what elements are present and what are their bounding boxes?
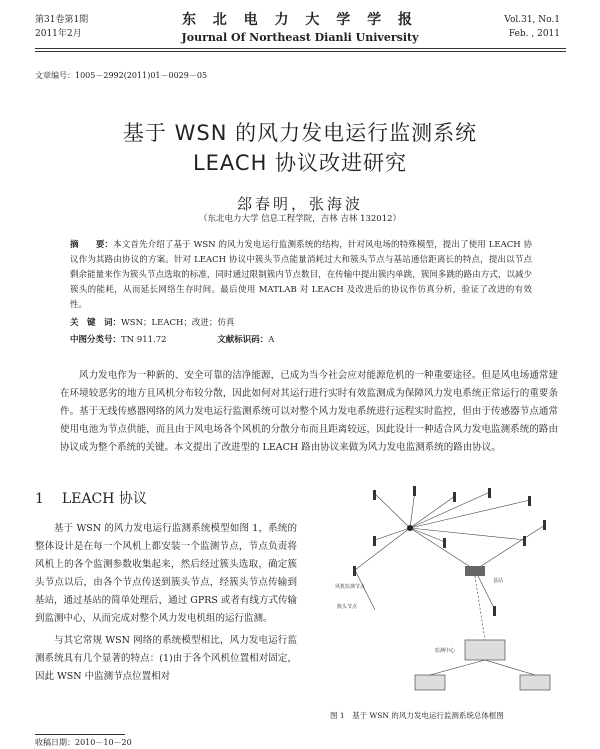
date-en: Feb. , 2011	[508, 29, 560, 39]
turbine-icon	[488, 488, 491, 498]
keywords	[70, 316, 234, 328]
header-rule	[35, 48, 566, 49]
system-diagram	[315, 480, 580, 720]
keywords-text: WSN；LEACH；改进；仿真	[121, 318, 235, 328]
turbine-icon	[523, 536, 526, 546]
turbine-icon	[353, 566, 356, 576]
cluster-head-label: 簇头节点	[337, 604, 358, 610]
turbine-label: 风机监测节点	[335, 584, 366, 590]
section-title: LEACH 协议	[61, 491, 147, 507]
doc-code: A	[268, 335, 275, 345]
figure-caption: 图 1 基于 WSN 的风力发电运行监测系统总体框图	[330, 711, 504, 720]
turbine-icon	[543, 520, 546, 530]
clc-code: TN 911.72	[121, 335, 167, 345]
turbine-icon	[528, 496, 531, 506]
keywords-label: 关 键 词：	[70, 318, 122, 328]
cluster-head-icon	[407, 525, 413, 531]
turbine-icon	[443, 538, 446, 548]
date-cn: 2011年2月	[35, 29, 82, 39]
footnote-rule	[35, 734, 125, 735]
base-station-icon	[465, 566, 485, 576]
classification	[70, 333, 282, 345]
section-heading	[35, 488, 147, 508]
header-right	[504, 13, 560, 41]
article-number: 文章编号：1005－2992(2011)01－0029－05	[35, 71, 208, 80]
abstract-label: 摘 要：	[70, 240, 114, 250]
turbine-icons	[353, 486, 546, 616]
turbine-icon	[493, 606, 496, 616]
body-paragraph-2: 与其它常规 WSN 网络的系统模型相比，风力发电运行监测系统具有几个显著的特点：(1)由于各个风机位置相对固定，因此 WSN 中监测节点位置相对	[35, 635, 297, 682]
header-rule-thin	[35, 51, 566, 52]
body-paragraph-1: 基于 WSN 的风力发电运行监测系统模型如图 1，系统的整体设计是在每一个风机上都安装一个监测节点，节点负责将风机上的各个监测参数收集起来，然后经过簇头选取，确定簇头节点以后，由各个节点传送到簇头节点，经簇头节点传输到基站，通过基站的简单处理后，通过 GPRS 或者有线方式传输到监测中心，从而完成对整个风力发电机组的运行监测。	[35, 523, 297, 624]
body-column	[35, 520, 297, 686]
header-left	[35, 13, 88, 41]
clc-label: 中图分类号：	[70, 335, 122, 345]
abstract-text: 本文首先介绍了基于 WSN 的风力发电运行监测系统的结构，针对风电场的特殊模型，提出了使用 LEACH 协议作为其路由协议的方案。针对 LEACH 协议中簇头节点能量消耗过大和簇头节点与基站通信距离长的特点，提出以节点剩余能量来作为簇头节点选取的标准，同时通过限制簇内节点数目，在传输中提出簇内单跳，簇间多跳的路由方式，以减少簇头的能耗，从而延长网络生存时间。最后使用 MATLAB 对 LEACH 及改进后的协议作仿真分析，验证了改进的有效性。	[70, 240, 532, 310]
base-station-label: 基站	[493, 578, 504, 584]
turbine-icon	[373, 490, 376, 500]
turbine-icon	[373, 536, 376, 546]
authors: 郐春明，张海波	[236, 195, 363, 213]
received-date: 收稿日期：2010－10－20	[35, 738, 132, 747]
journal-name-en: Journal Of Northeast Dianli University	[181, 31, 419, 44]
abstract	[70, 238, 532, 313]
turbine-icon	[413, 486, 416, 496]
title-line-2: LEACH 协议改进研究	[192, 151, 408, 175]
monitoring-center-label: 监测中心	[435, 648, 456, 654]
section-number: 1	[35, 491, 44, 507]
network-links	[355, 490, 545, 610]
monitor-icon	[465, 640, 505, 660]
turbine-icon	[453, 492, 456, 502]
journal-name-cn: 东 北 电 力 大 学 学 报	[181, 12, 419, 28]
header-center	[150, 9, 450, 44]
volume-issue-cn: 第31卷第1期	[35, 15, 89, 25]
affiliation: （东北电力大学 信息工程学院，吉林 吉林 132012）	[198, 214, 402, 224]
volume-issue-en: Vol.31, No.1	[504, 15, 560, 25]
intro-paragraph: 风力发电作为一种新的、安全可靠的洁净能源，已成为当今社会应对能源危机的一种重要途径。但是风电场通常建在环境较恶劣的地方且风机分布较分散，因此如何对其运行进行实时有效监测成为保障风力发电系统正常运行的重要条件。基于无线传感器网络的风力发电运行监测系统可以对整个风力发电系统进行远程实时监控，但由于传感器节点通常使用电池为节点供能，而且由于风电场各个风机的分散分布而且距离较远，因此设计一种适合风力发电监测系统的路由协议成为整个系统的关键。本文提出了改进型的 LEACH 路由协议来做为风力发电监测系统的路由协议。	[60, 370, 558, 453]
doc-code-label: 文献标识码：	[217, 335, 269, 345]
computer-icon	[520, 675, 550, 690]
computer-icon	[415, 675, 445, 690]
title-line-1: 基于 WSN 的风力发电运行监测系统	[122, 121, 478, 145]
monitoring-center	[415, 576, 550, 690]
